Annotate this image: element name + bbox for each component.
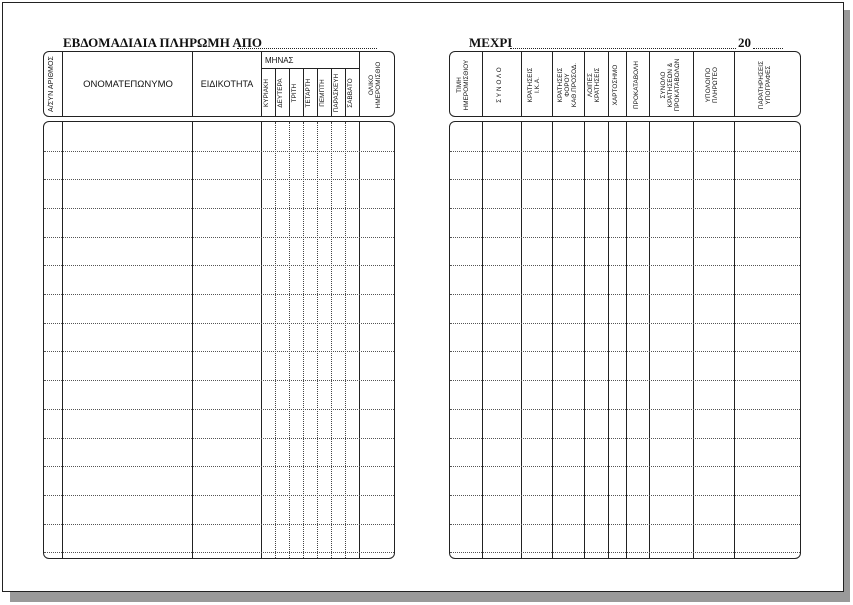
col-ika-header: ΚΡΑΤΗΣΕΙΣ Ι.Κ.Α. xyxy=(527,67,541,103)
col-advance-header: ΠΡΟΚΑΤΑΒΟΛΗ xyxy=(633,61,640,109)
col-specialty-header: ΕΙΔΙΚΟΤΗΤΑ xyxy=(200,79,254,89)
col-sum-header: Σ Υ Ν Ο Λ Ο xyxy=(496,67,503,103)
day-header-saturday: ΣΑΒΒΑΤΟ xyxy=(347,78,354,108)
table-row-line xyxy=(450,294,800,295)
right-title: ΜΕΧΡΙ xyxy=(469,35,513,50)
table-row-line xyxy=(44,323,394,324)
table-row-line xyxy=(450,351,800,352)
day-header-tuesday: ΤΡΙΤΗ xyxy=(291,83,298,103)
col-daily-rate-header: ΤΙΜΗ ΗΜΕΡΟΜΙΣΘΙΟΥ xyxy=(456,59,470,111)
day-header-friday: ΠΑΡΑΣΚΕΥΗ xyxy=(333,73,340,113)
table-row-line xyxy=(450,179,800,180)
table-row-line xyxy=(44,265,394,266)
col-stamp-header: ΧΑΡΤΟΣΗΜΟ xyxy=(612,64,619,106)
day-header-sunday: ΚΥΡΙΑΚΗ xyxy=(263,79,270,107)
table-row-line xyxy=(44,151,394,152)
right-header-box xyxy=(449,51,801,117)
left-header-box xyxy=(43,51,395,117)
left-table-body xyxy=(43,121,395,559)
table-row-line xyxy=(450,323,800,324)
ledger-page xyxy=(2,2,844,592)
table-row-line xyxy=(450,409,800,410)
year-line[interactable] xyxy=(753,48,783,49)
table-row-line xyxy=(450,208,800,209)
table-row-line xyxy=(44,380,394,381)
table-row-line xyxy=(450,524,800,525)
col-total-deductions-header: ΣΥΝΟΛΟ ΚΡΑΤΗΣΕΩΝ & ΠΡΟΚΑΤΑΒΟΛΩΝ xyxy=(660,58,681,112)
col-other-deductions-header: ΛΟΙΠΕΣ ΚΡΑΤΗΣΕΙΣ xyxy=(587,67,601,103)
table-row-line xyxy=(44,466,394,467)
table-row-line xyxy=(450,265,800,266)
table-row-line xyxy=(450,237,800,238)
col-total-header: ΟΛΙΚΟ ΗΜΕΡΟΜΙΣΘΙΟ xyxy=(368,61,382,109)
col-name-header: ΟΝΟΜΑΤΕΠΩΝΥΜΟ xyxy=(83,79,173,90)
table-row-line xyxy=(450,466,800,467)
from-date-line[interactable] xyxy=(237,48,377,49)
col-remarks-header: ΠΑΡΑΤΗΡΗΣΕΙΣ ΥΠΟΓΡΑΦΕΣ xyxy=(758,60,772,110)
left-title: ΕΒΔΟΜΑΔΙΑΙΑ ΠΛΗΡΩΜΗ ΑΠΟ xyxy=(63,35,262,50)
table-row-line xyxy=(44,294,394,295)
table-row-line xyxy=(44,237,394,238)
day-header-monday: ΔΕΥΤΕΡΑ xyxy=(277,78,284,108)
table-row-line xyxy=(450,495,800,496)
table-row-line xyxy=(44,438,394,439)
table-row-line xyxy=(44,495,394,496)
day-header-wednesday: ΤΕΤΑΡΤΗ xyxy=(305,78,312,108)
table-row-line xyxy=(44,208,394,209)
col-aa-header: Α/ΣΥΝ ΑΡΙΘΜΟΣ xyxy=(48,56,55,112)
table-row-line xyxy=(44,409,394,410)
table-row-line xyxy=(44,351,394,352)
table-row-line xyxy=(450,151,800,152)
table-row-line xyxy=(44,524,394,525)
table-row-line xyxy=(450,380,800,381)
month-header: ΜΗΝΑΣ xyxy=(265,56,294,65)
day-header-thursday: ΠΕΜΠΤΗ xyxy=(319,79,326,107)
table-row-line xyxy=(44,179,394,180)
col-tax-header: ΚΡΑΤΗΣΕΙΣ ΦΟΡΟΥ ΚΑΘ.ΠΡΟΣΟΔ. xyxy=(557,62,578,108)
col-balance-header: ΥΠΟΛΟΙΠΟ ΠΛΗΡΩΤΕΟ xyxy=(705,67,719,103)
year-label: 20 xyxy=(738,35,751,50)
table-row-line xyxy=(450,552,800,553)
table-row-line xyxy=(450,438,800,439)
table-row-line xyxy=(44,552,394,553)
right-table-body xyxy=(449,121,801,559)
to-date-line[interactable] xyxy=(510,48,736,49)
